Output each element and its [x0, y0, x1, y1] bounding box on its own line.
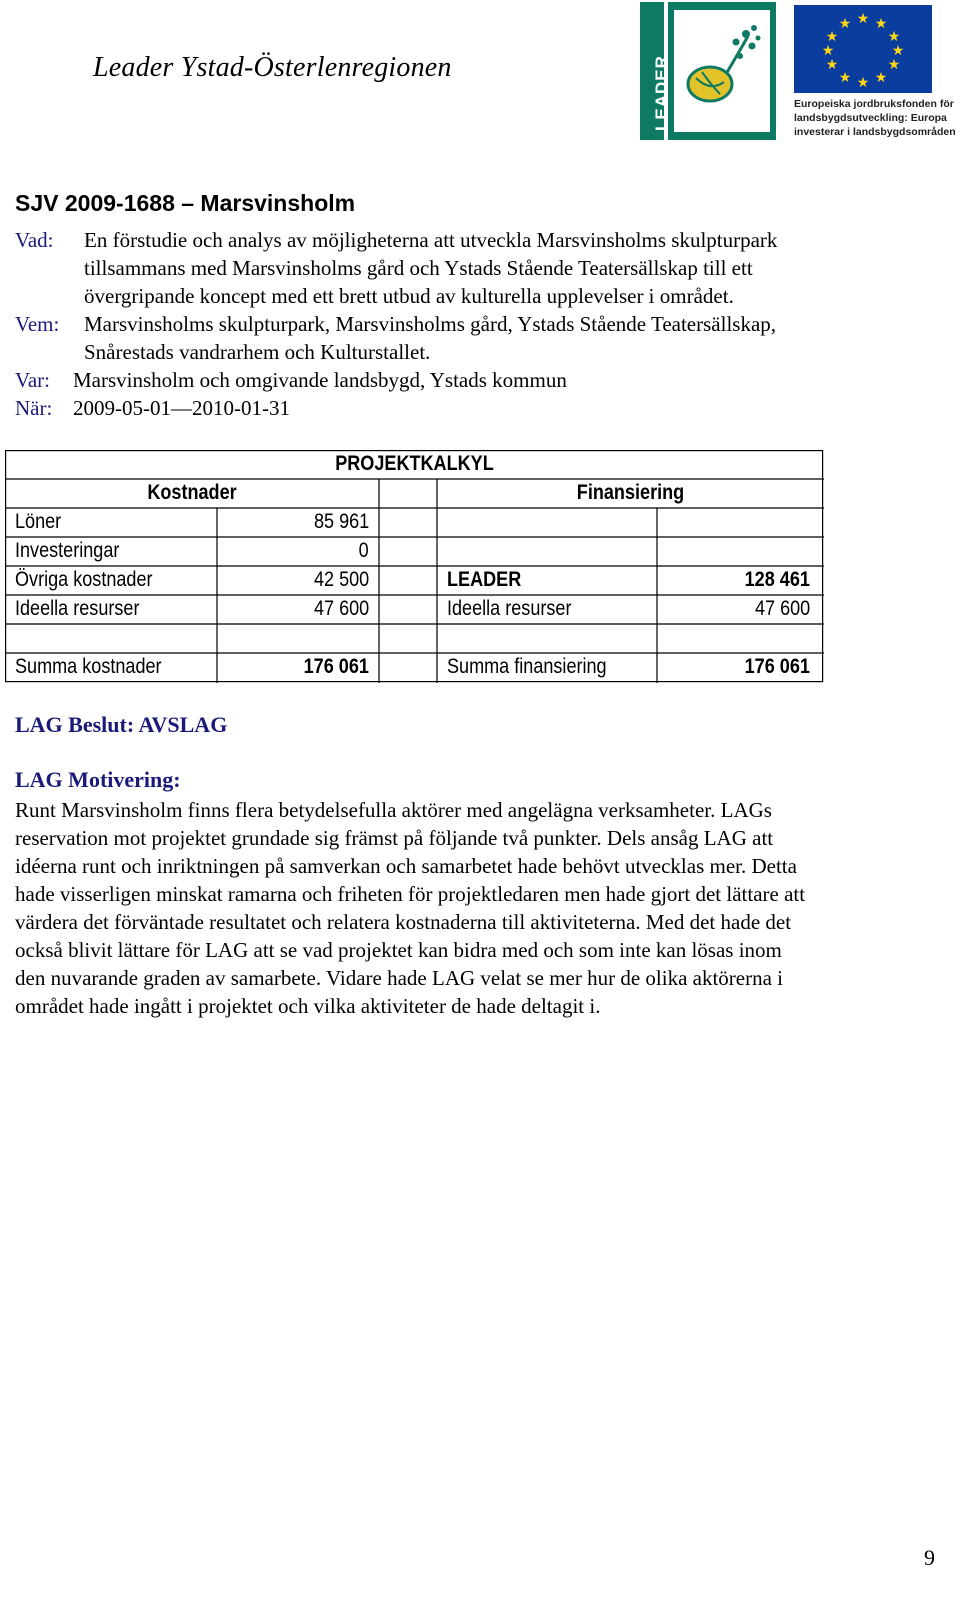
funding-value: 47 600 — [754, 597, 810, 620]
leader-logo-text — [652, 109, 672, 131]
nar-text: 2009-05-01—2010-01-31 — [73, 396, 290, 420]
svg-text:★: ★ — [874, 70, 888, 86]
sum-funding-label: Summa finansiering — [447, 655, 607, 678]
var-label: Var: — [15, 368, 50, 392]
cost-label: Ideella resurser — [15, 597, 140, 620]
eu-caption-line: landsbygdsutveckling: Europa — [794, 112, 947, 124]
var-text: Marsvinsholm och omgivande landsbygd, Ystads kommun — [73, 368, 567, 392]
cost-label: Övriga kostnader — [15, 568, 153, 591]
header-title: Leader Ystad-Österlenregionen — [93, 52, 452, 83]
motivation-line: den nuvarande graden av samarbete. Vidare hade LAG velat se mer hur de olika aktörerna i — [15, 966, 784, 990]
costs-header: Kostnader — [147, 481, 237, 504]
motivation-line: också blivit lättare för LAG att se vad projektet kan bidra med och som inte kan lösas inom — [15, 938, 782, 962]
funding-label: LEADER — [447, 568, 522, 591]
eu-caption — [794, 97, 956, 139]
nar-label: När: — [15, 396, 53, 420]
svg-text:★: ★ — [891, 43, 905, 59]
vem-label: Vem: — [15, 312, 60, 336]
funding-label: Ideella resurser — [447, 597, 572, 620]
cost-label: Investeringar — [15, 539, 120, 562]
motivation-line: reservation mot projektet grundade sig främst på följande två punkter. Dels ansåg LAG att — [15, 826, 774, 850]
motivation-line: värdera det förväntade resultatet och relatera kostnaderna till aktiviteterna. Med det hade det — [15, 910, 792, 934]
svg-text:★: ★ — [838, 16, 852, 32]
lag-motivation-label: LAG Motivering: — [15, 767, 181, 792]
eu-flag-graphic — [794, 5, 932, 93]
svg-text:★: ★ — [825, 57, 839, 73]
cost-value: 85 961 — [313, 510, 369, 533]
cost-value: 47 600 — [313, 597, 369, 620]
motivation-line: idéerna runt och inriktningen på samverkan och samarbetet hade behövt utvecklas mer. Detta — [15, 854, 797, 878]
vad-line: En förstudie och analys av möjligheterna att utveckla Marsvinsholms skulpturpark — [84, 228, 778, 252]
vad-line: tillsammans med Marsvinsholms gård och Ystads Stående Teatersällskap till ett — [84, 256, 753, 280]
vem-line: Snårestads vandrarhem och Kulturstallet. — [84, 340, 431, 364]
sum-costs-value: 176 061 — [303, 655, 369, 678]
page-number: 9 — [924, 1545, 935, 1570]
funding-value: 128 461 — [744, 568, 810, 591]
lag-decision: LAG Beslut: AVSLAG — [15, 712, 228, 737]
leader-logo — [640, 2, 776, 140]
project-title: SJV 2009-1688 – Marsvinsholm — [15, 190, 356, 216]
vad-label: Vad: — [15, 228, 54, 252]
eu-caption-line: investerar i landsbygdsområden — [794, 126, 956, 138]
table-title: PROJEKTKALKYL — [335, 452, 494, 475]
sum-funding-value: 176 061 — [744, 655, 810, 678]
svg-text:★: ★ — [874, 16, 888, 32]
eu-flag — [794, 5, 932, 93]
svg-text:★: ★ — [856, 75, 870, 91]
svg-text:★: ★ — [887, 29, 901, 45]
cost-value: 0 — [358, 539, 369, 562]
motivation-line: området hade ingått i projektet och vilka aktiviteter de hade deltagit i. — [15, 994, 601, 1018]
funding-header: Finansiering — [576, 481, 685, 504]
svg-text:★: ★ — [821, 43, 835, 59]
eu-caption-line: Europeiska jordbruksfonden för — [794, 98, 954, 110]
sum-costs-label: Summa kostnader — [15, 655, 162, 678]
vem-line: Marsvinsholms skulpturpark, Marsvinsholms gård, Ystads Stående Teatersällskap, — [84, 312, 777, 336]
motivation-line: hade visserligen minskat ramarna och friheten för projektledaren men hade gjort det lättare att — [15, 882, 806, 906]
svg-text:★: ★ — [856, 11, 870, 27]
svg-text:★: ★ — [825, 29, 839, 45]
projektkalkyl-table — [5, 450, 824, 683]
svg-text:★: ★ — [838, 70, 852, 86]
motivation-line: Runt Marsvinsholm finns flera betydelsefulla aktörer med angelägna verksamheter. LAGs — [15, 798, 772, 822]
svg-text:★: ★ — [887, 57, 901, 73]
cost-value: 42 500 — [313, 568, 369, 591]
cost-label: Löner — [15, 510, 62, 533]
vad-line: övergripande koncept med ett brett utbud av kulturella upplevelser i området. — [84, 284, 734, 308]
